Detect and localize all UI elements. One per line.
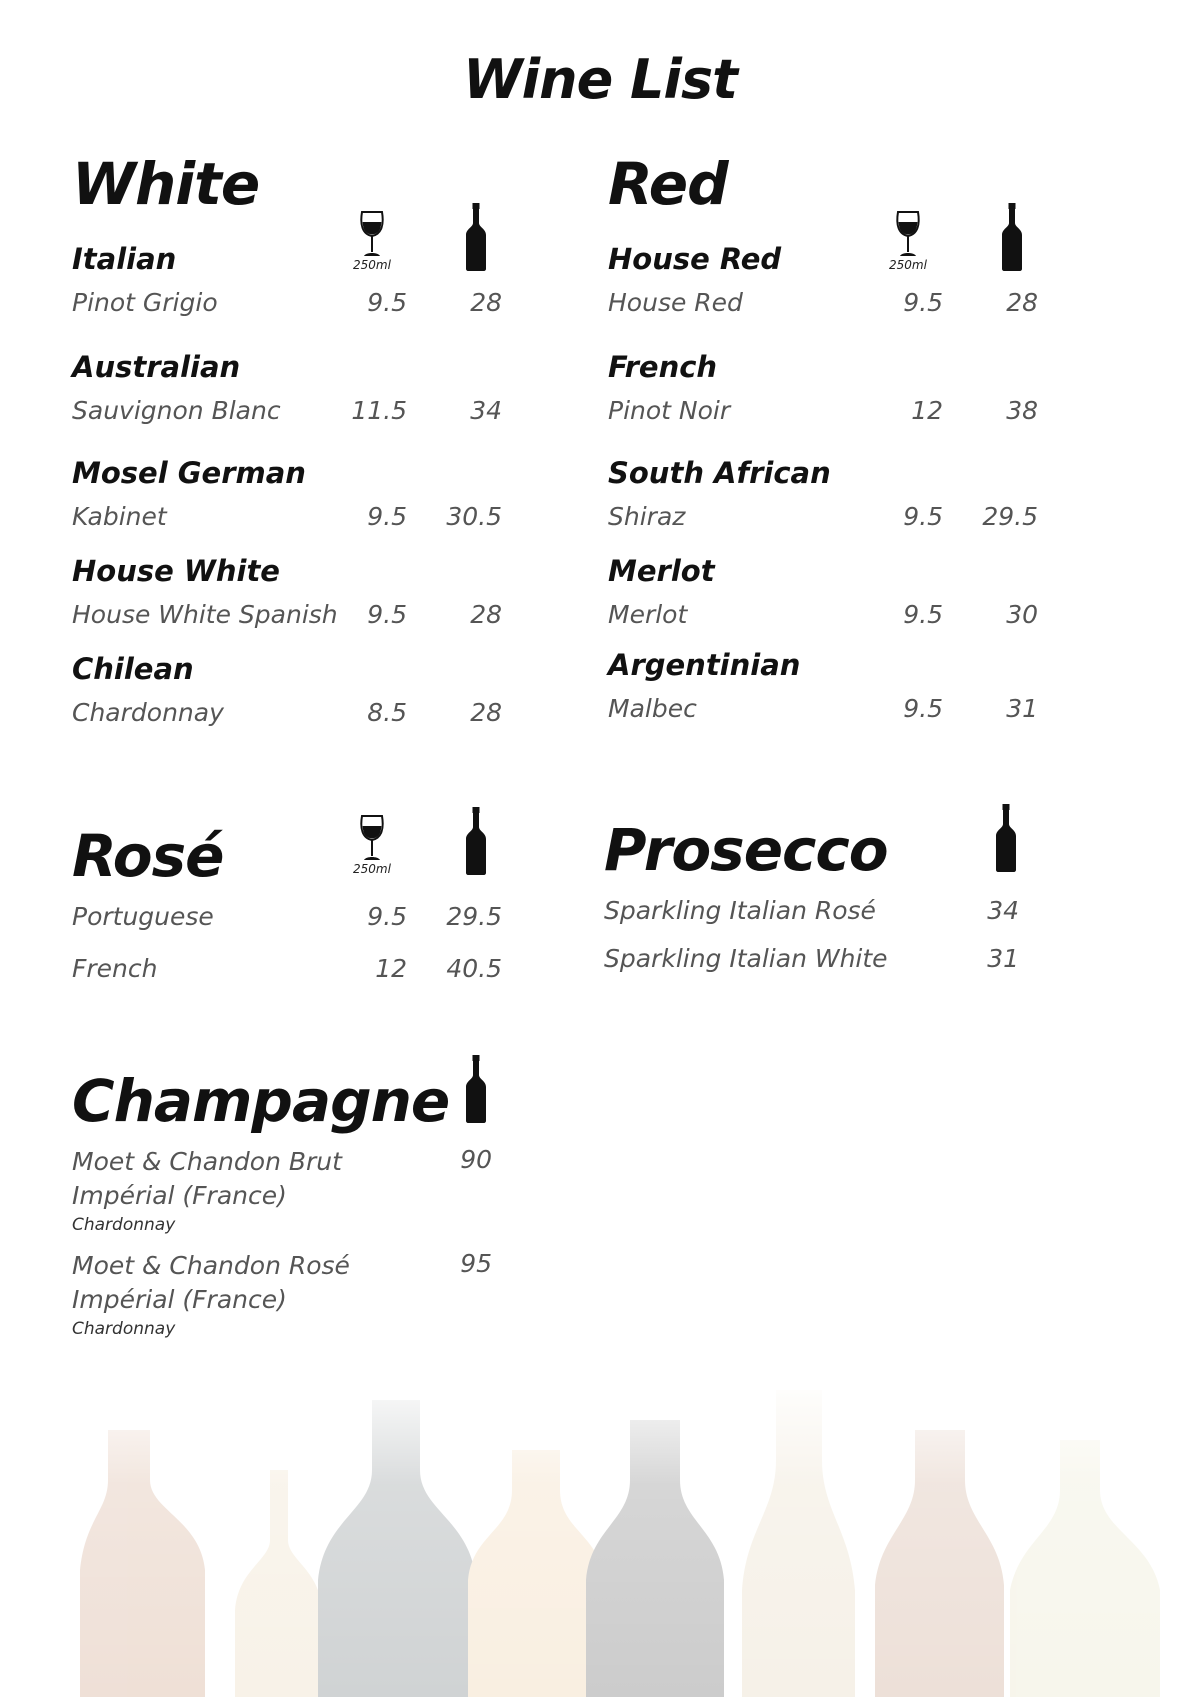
region-label: Merlot — [608, 554, 715, 588]
wine-row — [72, 288, 502, 322]
wine-row — [608, 288, 1038, 322]
bottle-price: 28 — [470, 698, 502, 727]
red-section-title: Red — [608, 150, 728, 218]
wine-row — [72, 698, 502, 732]
bottle-price: 38 — [1006, 396, 1038, 425]
glass-price: 9.5 — [903, 502, 943, 531]
wine-name: House Red — [608, 288, 743, 317]
wine-row — [608, 600, 1038, 634]
bottle-price: 28 — [470, 288, 502, 317]
wine-name: Chardonnay — [72, 698, 224, 727]
champagne-section — [72, 1055, 492, 1355]
bottle-price: 30 — [1006, 600, 1038, 629]
glass-size-label: 250ml — [889, 258, 927, 272]
wine-name: Sauvignon Blanc — [72, 396, 281, 425]
wine-name: French — [72, 954, 158, 983]
region-label: South African — [608, 456, 831, 490]
glass-size-label: 250ml — [353, 862, 391, 876]
wine-bottle-icon — [465, 203, 487, 271]
bottle-price: 31 — [1006, 694, 1038, 723]
wine-glass-icon — [358, 210, 386, 258]
wine-name: Malbec — [608, 694, 697, 723]
wine-row — [72, 502, 502, 536]
region-label: Argentinian — [608, 648, 801, 682]
wine-row — [604, 944, 1019, 978]
region-label: House Red — [608, 242, 782, 276]
bottle-price: 29.5 — [982, 502, 1038, 531]
white-section — [72, 150, 502, 750]
bottle-price: 29.5 — [446, 902, 502, 931]
glass-size-label: 250ml — [353, 258, 391, 272]
champagne-section-title: Champagne — [72, 1067, 450, 1135]
bottle-price: 31 — [987, 944, 1019, 973]
bottle-price: 34 — [470, 396, 502, 425]
wine-row — [608, 694, 1038, 728]
region-label: French — [608, 350, 718, 384]
prosecco-section — [604, 804, 1024, 984]
glass-price: 11.5 — [351, 396, 407, 425]
glass-price: 9.5 — [903, 694, 943, 723]
wine-bottle-icon — [465, 807, 487, 875]
wine-name: Sparkling Italian Rosé — [604, 896, 876, 925]
wine-name: House White Spanish — [72, 600, 338, 629]
red-section — [608, 150, 1038, 750]
wine-name: Pinot Grigio — [72, 288, 218, 317]
wine-glass-icon — [894, 210, 922, 258]
wine-row — [608, 502, 1038, 536]
page-title: Wine List — [463, 48, 737, 111]
bottle-price: 30.5 — [446, 502, 502, 531]
white-section-title: White — [72, 150, 260, 218]
bottle-price: 28 — [470, 600, 502, 629]
wine-row — [608, 396, 1038, 430]
region-label: Chilean — [72, 652, 194, 686]
region-label: Italian — [72, 242, 177, 276]
bottle-price: 28 — [1006, 288, 1038, 317]
grape-label: Chardonnay — [72, 1319, 176, 1339]
region-label: House White — [72, 554, 280, 588]
region-label: Mosel German — [72, 456, 306, 490]
wine-bottle-icon — [465, 1055, 487, 1123]
bottle-price: 34 — [987, 896, 1019, 925]
wine-row — [604, 896, 1019, 930]
wine-name: Sparkling Italian White — [604, 944, 888, 973]
glass-price: 9.5 — [903, 288, 943, 317]
wine-bottle-icon — [995, 804, 1017, 872]
wine-name: Pinot Noir — [608, 396, 731, 425]
glass-price: 9.5 — [367, 502, 407, 531]
wine-name: Shiraz — [608, 502, 686, 531]
glass-price: 9.5 — [367, 288, 407, 317]
glass-price: 12 — [375, 954, 407, 983]
prosecco-section-title: Prosecco — [604, 816, 888, 884]
glass-price: 9.5 — [367, 902, 407, 931]
glass-price: 8.5 — [367, 698, 407, 727]
wine-name: Moet & Chandon Rosé Impérial (France) — [72, 1251, 350, 1314]
region-label: Australian — [72, 350, 241, 384]
wine-row — [72, 902, 502, 936]
wine-name: Portuguese — [72, 902, 214, 931]
glass-price: 9.5 — [367, 600, 407, 629]
bottle-price: 95 — [460, 1249, 492, 1278]
wine-name: Kabinet — [72, 502, 167, 531]
bottle-price: 40.5 — [446, 954, 502, 983]
glass-price: 9.5 — [903, 600, 943, 629]
grape-label: Chardonnay — [72, 1215, 176, 1235]
wine-name: Merlot — [608, 600, 688, 629]
bottle-price: 90 — [460, 1145, 492, 1174]
wine-bottle-icon — [1001, 203, 1023, 271]
rose-section-title: Rosé — [72, 822, 224, 890]
wine-row — [72, 396, 502, 430]
rose-section — [72, 810, 502, 990]
wine-glass-icon — [358, 814, 386, 862]
wine-row — [72, 600, 502, 634]
glass-price: 12 — [911, 396, 943, 425]
wine-name: Moet & Chandon Brut Impérial (France) — [72, 1147, 342, 1210]
wine-bottles-background — [0, 1370, 1200, 1697]
wine-row — [72, 954, 502, 988]
